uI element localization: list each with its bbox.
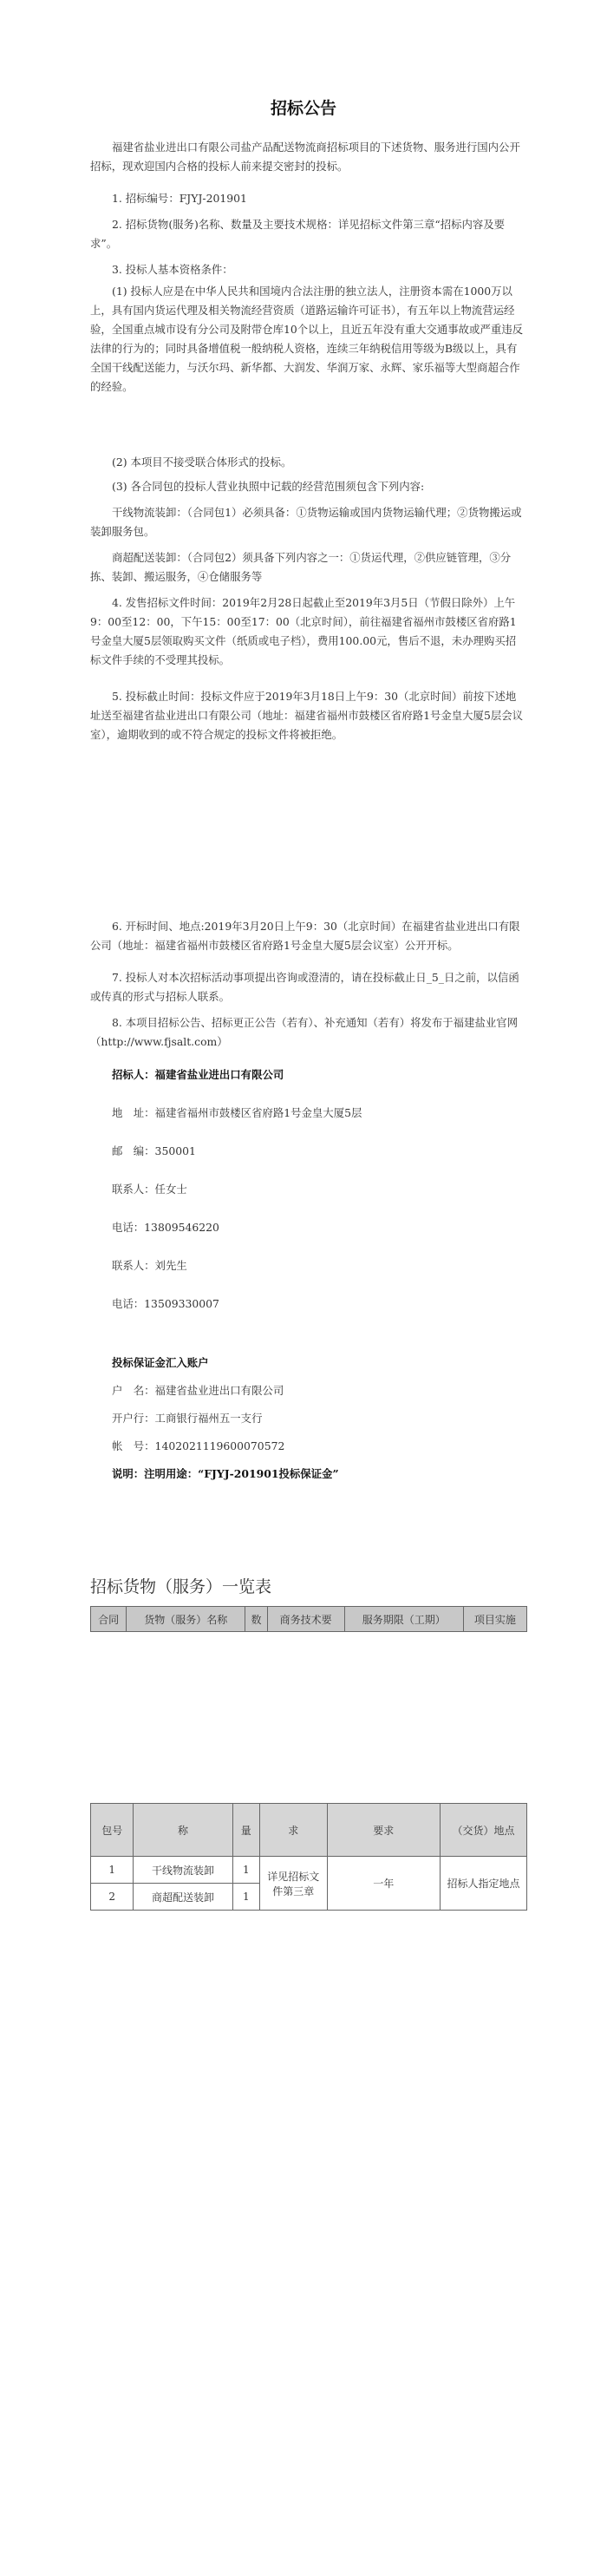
- tenderer-address: 地 址：福建省福州市鼓楼区省府路1号金皇大厦5层: [112, 1106, 362, 1119]
- package-number: 2: [91, 1884, 134, 1911]
- bid-opening: 6. 开标时间、地点:2019年3月20日上午9：30（北京时间）在福建省盐业进出口有限公司（地址：福建省福州市鼓楼区省府路1号金皇大厦5层会议室）公开开标。: [90, 920, 520, 952]
- account-number: 帐 号：1402021119600070572: [112, 1439, 285, 1452]
- page-title: 招标公告: [270, 99, 336, 118]
- goods-list-table-header: [90, 1606, 527, 1632]
- goods-spec: 2. 招标货物(服务)名称、数量及主要技术规格：详见招标文件第三章“招标内容及要求”。: [90, 218, 506, 250]
- package-1-requirement: 干线物流装卸：（合同包1）必须具备：①货物运输或国内货物运输代理；②货物搬运或装卸服务包。: [90, 506, 522, 538]
- goods-list-table: [90, 1803, 527, 1911]
- table-header-cell: 称: [134, 1804, 232, 1857]
- table-header-cell: （交货）地点: [440, 1804, 526, 1857]
- goods-list-title: 招标货物（服务）一览表: [90, 1577, 272, 1596]
- table-header-cell: 包号: [91, 1804, 134, 1857]
- contact-person-1: 联系人：任女士: [112, 1183, 187, 1196]
- table-header-cell: 量: [232, 1804, 259, 1857]
- contact-phone-2: 电话：13509330007: [112, 1297, 219, 1310]
- package-quantity: 1: [232, 1884, 259, 1911]
- qualification-2: (2) 本项目不接受联合体形式的投标。: [112, 456, 292, 469]
- inquiry-note: 7. 投标人对本次招标活动事项提出咨询或澄清的，请在投标截止日_5_日之前，以信函或传真的形式与招标人联系。: [90, 971, 519, 1003]
- table-header-cell: 求: [259, 1804, 327, 1857]
- table-header-cell: 要求: [327, 1804, 440, 1857]
- package-quantity: 1: [232, 1857, 259, 1884]
- bid-deadline: 5. 投标截止时间：投标文件应于2019年3月18日上午9：30（北京时间）前按下述地址送至福建省盐业进出口有限公司（地址：福建省福州市鼓楼区省府路1号金皇大厦5层会议室），逾期收到的或不符合规定的投标文件将被拒绝。: [90, 690, 524, 741]
- table-header-cell: 数: [245, 1607, 267, 1632]
- table-header-cell: 商务技术要: [267, 1607, 344, 1632]
- merged-requirement: 详见招标文件第三章: [259, 1857, 327, 1911]
- table-header-row: [91, 1804, 527, 1857]
- table-header-cell: 项目实施: [463, 1607, 526, 1632]
- account-holder: 户 名：福建省盐业进出口有限公司: [112, 1384, 284, 1397]
- account-bank: 开户行：工商银行福州五一支行: [112, 1412, 263, 1425]
- tender-number: 1. 招标编号：FJYJ-201901: [112, 192, 247, 205]
- postcode: 邮 编：350001: [112, 1144, 196, 1157]
- table-header-cell: 货物（服务）名称: [127, 1607, 245, 1632]
- qualification-1: (1) 投标人应是在中华人民共和国境内合法注册的独立法人，注册资本需在1000万以上，具有国内货运代理及相关物流经营资质（道路运输许可证书），有五年以上物流营运经验，全国重点城市设有分公司及附带仓库10个以上，且近五年没有重大交通事故或严重违反法律的行为的；同时具备增值税一般纳税人资格，连续三年纳税信用等级为B级以上，具有全国干线配送能力，与沃尔玛、新华都、大润发、华润万家、永辉、家乐福等大型商超合作的经验。: [90, 285, 524, 393]
- contact-phone-1: 电话：13809546220: [112, 1221, 219, 1234]
- package-number: 1: [91, 1857, 134, 1884]
- merged-period: 一年: [327, 1857, 440, 1911]
- merged-delivery-place: 招标人指定地点: [440, 1857, 526, 1911]
- contact-person-2: 联系人：刘先生: [112, 1259, 187, 1272]
- table-header-cell: 服务期限（工期）: [344, 1607, 463, 1632]
- document-sale-time: 4. 发售招标文件时间：2019年2月28日起截止至2019年3月5日（节假日除外）上午9：00至12：00，下午15：00至17：00（北京时间），前往福建省福州市鼓楼区省府路1号金皇大厦5层领取购买文件（纸质或电子档），费用100.00元，售后不退，未办理购买招标文件手续的不受理其投标。: [90, 596, 517, 666]
- package-name: 商超配送装卸: [134, 1884, 232, 1911]
- publication-note: 8. 本项目招标公告、招标更正公告（若有）、补充通知（若有）将发布于福建盐业官网（http://www.fjsalt.com）: [90, 1016, 519, 1048]
- package-name: 干线物流装卸: [134, 1857, 232, 1884]
- qualification-3: (3) 各合同包的投标人营业执照中记载的经营范围须包含下列内容:: [112, 480, 425, 493]
- table-header-row: [91, 1607, 527, 1632]
- tenderer-name: 招标人：福建省盐业进出口有限公司: [112, 1068, 284, 1081]
- deposit-account-heading: 投标保证金汇入账户: [112, 1356, 209, 1369]
- package-2-requirement: 商超配送装卸：（合同包2）须具备下列内容之一：①货运代理，②供应链管理，③分拣、装卸、搬运服务，④仓储服务等: [90, 551, 512, 583]
- table-header-cell: 合同: [91, 1607, 127, 1632]
- intro-paragraph: 福建省盐业进出口有限公司盐产品配送物流商招标项目的下述货物、服务进行国内公开招标，现欢迎国内合格的投标人前来提交密封的投标。: [90, 141, 520, 173]
- table-row: [91, 1857, 527, 1884]
- qualification-heading: 3. 投标人基本资格条件：: [112, 263, 233, 276]
- deposit-note: 说明：注明用途：“FJYJ-201901投标保证金”: [112, 1467, 339, 1480]
